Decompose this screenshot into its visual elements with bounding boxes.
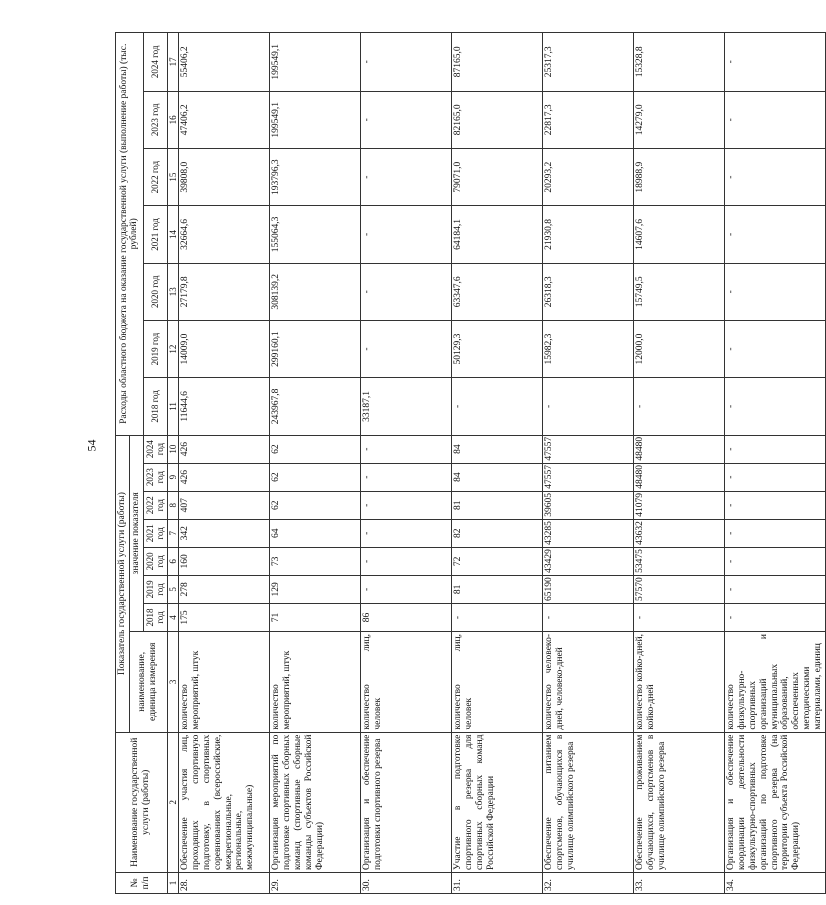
header-year: 2018 год (143, 378, 167, 435)
expense-value: 199549,1 (269, 33, 360, 92)
expense-value: 193796,3 (269, 148, 360, 205)
expense-value: 21930,8 (542, 206, 633, 263)
row-number: 33. (633, 872, 724, 893)
indicator-value: 47557 (542, 435, 633, 463)
expense-value: - (633, 378, 724, 435)
expense-value: 20293,2 (542, 148, 633, 205)
expense-value: 79071,0 (451, 148, 542, 205)
expense-value: 299160,1 (269, 320, 360, 377)
indicator-name: количество мероприятий, штук (178, 632, 269, 733)
indicator-value: - (360, 463, 451, 491)
indicator-name: количество физкультурно-спортивных организаций и муниципальных образований, обеспеченных методическими материалами, единиц (724, 632, 825, 733)
column-number: 13 (167, 263, 178, 320)
indicator-value: - (451, 603, 542, 631)
expense-value: - (360, 148, 451, 205)
expense-value: - (724, 206, 825, 263)
expense-value: - (360, 320, 451, 377)
indicator-value: 84 (451, 435, 542, 463)
header-year: 2019 год (143, 575, 167, 603)
header-year: 2022 год (143, 148, 167, 205)
header-indicator-group: Показатель государственной услуги (работы) (116, 435, 130, 732)
indicator-value: - (542, 603, 633, 631)
expense-value: 26318,3 (542, 263, 633, 320)
header-indicator-name: наименование, единица измерения (129, 632, 167, 733)
header-year: 2018 год (143, 603, 167, 631)
service-name: Обеспечение питанием спортсменов, обучающихся в училище олимпийского резерва (542, 732, 633, 872)
indicator-name: количество мероприятий, штук (269, 632, 360, 733)
indicator-value: 64 (269, 519, 360, 547)
indicator-value: 82 (451, 519, 542, 547)
expense-value: - (724, 378, 825, 435)
indicator-value: - (360, 575, 451, 603)
page-number: 54 (84, 439, 99, 452)
indicator-value: - (724, 435, 825, 463)
indicator-value: 62 (269, 435, 360, 463)
expense-value: - (724, 320, 825, 377)
indicator-value: - (724, 575, 825, 603)
header-year: 2024 год (143, 33, 167, 92)
header-year: 2023 год (143, 463, 167, 491)
indicator-value: 43285 (542, 519, 633, 547)
indicator-value: 43429 (542, 547, 633, 575)
expense-value: 82165,0 (451, 91, 542, 148)
indicator-value: - (724, 603, 825, 631)
column-number: 9 (167, 463, 178, 491)
service-name: Обеспечение участия лиц, проходящих спортивную подготовку, в спортивных соревнованиях (всероссийские, межрегиональные, региональные, межмуниципальные) (178, 732, 269, 872)
row-number: 32. (542, 872, 633, 893)
column-number: 17 (167, 33, 178, 92)
indicator-value: 53475 (633, 547, 724, 575)
expense-value: 308139,2 (269, 263, 360, 320)
row-number: 28. (178, 872, 269, 893)
indicator-value: 81 (451, 491, 542, 519)
indicator-name: количество койко-дней, койко-дней (633, 632, 724, 733)
header-year: 2019 год (143, 320, 167, 377)
header-no: № п/п (116, 872, 168, 893)
indicator-value: 160 (178, 547, 269, 575)
expense-value: 50129,3 (451, 320, 542, 377)
indicator-value: 62 (269, 491, 360, 519)
indicator-value: 71 (269, 603, 360, 631)
indicator-value: 175 (178, 603, 269, 631)
row-number: 30. (360, 872, 451, 893)
expense-value: 155064,3 (269, 206, 360, 263)
indicator-value: 47557 (542, 463, 633, 491)
column-number: 4 (167, 603, 178, 631)
service-name: Организация и обеспечение подготовки спортивного резерва (360, 732, 451, 872)
indicator-value: - (360, 547, 451, 575)
header-service-name: Наименование государственной услуги (работы) (116, 732, 168, 872)
expense-value: - (360, 206, 451, 263)
header-year: 2021 год (143, 206, 167, 263)
expense-value: 47406,2 (178, 91, 269, 148)
service-name: Участие в подготовке спортивного резерва для спортивных сборных команд Российской Федерации (451, 732, 542, 872)
expense-value: 39808,0 (178, 148, 269, 205)
indicator-name: количество лиц, человек (451, 632, 542, 733)
column-number: 12 (167, 320, 178, 377)
expense-value: 33187,1 (360, 378, 451, 435)
indicator-value: 129 (269, 575, 360, 603)
expense-value: 12000,0 (633, 320, 724, 377)
column-number: 16 (167, 91, 178, 148)
column-number: 5 (167, 575, 178, 603)
services-table-sheet (115, 32, 824, 894)
indicator-value: - (360, 519, 451, 547)
indicator-value: - (724, 547, 825, 575)
expense-value: 22817,3 (542, 91, 633, 148)
indicator-value: 65190 (542, 575, 633, 603)
indicator-name: количество лиц, человек (360, 632, 451, 733)
column-number: 15 (167, 148, 178, 205)
indicator-value: 426 (178, 463, 269, 491)
indicator-value: - (360, 435, 451, 463)
expense-value: 87165,0 (451, 33, 542, 92)
expense-value: 14279,0 (633, 91, 724, 148)
table-row (451, 33, 542, 894)
indicator-value: 86 (360, 603, 451, 631)
table-row (542, 33, 633, 894)
indicator-value: 41079 (633, 491, 724, 519)
indicator-value: 72 (451, 547, 542, 575)
table-row (269, 33, 360, 894)
indicator-value: 426 (178, 435, 269, 463)
indicator-value: 43632 (633, 519, 724, 547)
indicator-value: - (360, 491, 451, 519)
expense-value: 14009,0 (178, 320, 269, 377)
expense-value: 64184,1 (451, 206, 542, 263)
indicator-value: 73 (269, 547, 360, 575)
indicator-value: 278 (178, 575, 269, 603)
services-table (115, 32, 826, 894)
indicator-value: 407 (178, 491, 269, 519)
expense-value: - (451, 378, 542, 435)
indicator-value: 62 (269, 463, 360, 491)
header-year: 2020 год (143, 263, 167, 320)
indicator-value: 48480 (633, 463, 724, 491)
row-number: 34. (724, 872, 825, 893)
column-number: 2 (167, 732, 178, 872)
column-number: 14 (167, 206, 178, 263)
indicator-name: количество человеко-дней, человеко-дней (542, 632, 633, 733)
expense-value: 15749,5 (633, 263, 724, 320)
expense-value: 243967,8 (269, 378, 360, 435)
table-row (633, 33, 724, 894)
service-name: Обеспечение проживанием обучающихся, спортсменов в училище олимпийского резерва (633, 732, 724, 872)
column-number: 10 (167, 435, 178, 463)
expense-value: 55406,2 (178, 33, 269, 92)
expense-value: 63347,6 (451, 263, 542, 320)
indicator-value: 342 (178, 519, 269, 547)
column-number: 8 (167, 491, 178, 519)
expense-value: 18988,9 (633, 148, 724, 205)
expense-value: 25317,3 (542, 33, 633, 92)
indicator-value: - (724, 463, 825, 491)
service-name: Организация и обеспечение координации деятельности физкультурно-спортивных организаций по подготовке спортивного резерва (на территории субъекта Российской Федерации) (724, 732, 825, 872)
expense-value: 27179,8 (178, 263, 269, 320)
header-year: 2024 год (143, 435, 167, 463)
indicator-value: 39605 (542, 491, 633, 519)
expense-value: 15982,3 (542, 320, 633, 377)
indicator-value: - (633, 603, 724, 631)
column-number: 7 (167, 519, 178, 547)
table-row (360, 33, 451, 894)
expense-value: - (724, 148, 825, 205)
expense-value: - (542, 378, 633, 435)
expense-value: - (360, 263, 451, 320)
column-number: 11 (167, 378, 178, 435)
column-number: 1 (167, 872, 178, 893)
service-name: Организация мероприятий по подготовке спортивных сборных команд (спортивные сборные команды субъектов Российской Федерации) (269, 732, 360, 872)
expense-value: - (724, 33, 825, 92)
expense-value: - (360, 91, 451, 148)
indicator-value: 57570 (633, 575, 724, 603)
indicator-value: - (724, 519, 825, 547)
indicator-value: 81 (451, 575, 542, 603)
expense-value: - (724, 263, 825, 320)
expense-value: - (360, 33, 451, 92)
column-number: 3 (167, 632, 178, 733)
row-number: 31. (451, 872, 542, 893)
header-indicator-value: значение показателя (129, 435, 143, 631)
header-year: 2022 год (143, 491, 167, 519)
header-year: 2020 год (143, 547, 167, 575)
expense-value: 32664,6 (178, 206, 269, 263)
expense-value: 15328,8 (633, 33, 724, 92)
header-expenses-group: Расходы областного бюджета на оказание государственной услуги (выполнение работы) (тыс. рублей) (116, 33, 144, 436)
expense-value: 14607,6 (633, 206, 724, 263)
header-year: 2021 год (143, 519, 167, 547)
expense-value: 199549,1 (269, 91, 360, 148)
table-row (178, 33, 269, 894)
indicator-value: 48480 (633, 435, 724, 463)
row-number: 29. (269, 872, 360, 893)
indicator-value: 84 (451, 463, 542, 491)
expense-value: - (724, 91, 825, 148)
expense-value: 11644,6 (178, 378, 269, 435)
table-row (724, 33, 825, 894)
column-number: 6 (167, 547, 178, 575)
header-year: 2023 год (143, 91, 167, 148)
indicator-value: - (724, 491, 825, 519)
